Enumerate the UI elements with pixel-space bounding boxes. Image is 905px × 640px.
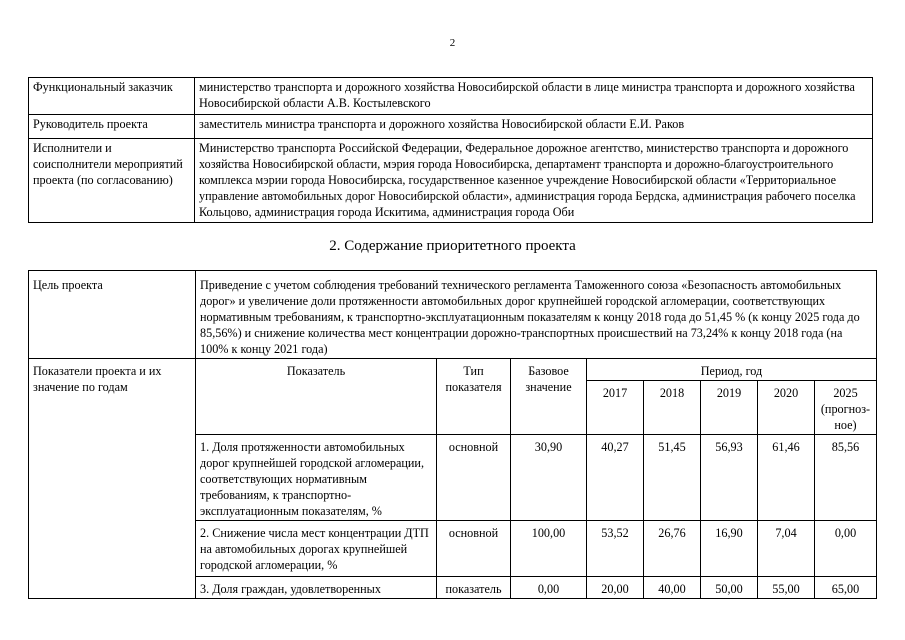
- goal-row: [29, 271, 877, 359]
- indicator-value: 50,00: [701, 577, 758, 599]
- goal-text: Приведение с учетом соблюдения требований технического регламента Таможенного союза «Безопасность автомобильных дорог» и увеличение доли протяженности автомобильных дорог крупнейшей городской агломерации, соответствующих нормативным требованиям, к транспортно-эксплуатационным показателям к концу 2018 года до 51,45 % (к концу 2025 года до 85,56%) и снижение количества мест концентрации дорожно-транспортных происшествий на 73,24% к концу 2018 года (на 100% к концу 2021 года): [196, 271, 877, 359]
- indicator-value: 16,90: [701, 521, 758, 577]
- project-content-table: [28, 270, 877, 599]
- indicator-name: 2. Снижение числа мест концентрации ДТП на автомобильных дорогах крупнейшей городской агломерации, %: [196, 521, 437, 577]
- indicator-name: 3. Доля граждан, удовлетворенных: [196, 577, 437, 599]
- indicator-value: 65,00: [815, 577, 877, 599]
- page-number: 2: [449, 37, 456, 49]
- indicator-name: 1. Доля протяженности автомобильных дорог крупнейшей городской агломерации, соответствующих нормативным требованиям, к транспортно-эксплуатационным показателям, %: [196, 435, 437, 521]
- info-row-customer: [29, 78, 873, 115]
- info-row-executors: [29, 139, 873, 223]
- header-year: 2019: [701, 381, 758, 435]
- indicator-value: 7,04: [758, 521, 815, 577]
- indicator-value: 51,45: [644, 435, 701, 521]
- indicator-value: 40,00: [644, 577, 701, 599]
- indicator-value: 26,76: [644, 521, 701, 577]
- info-label: Исполнители и соисполнители мероприятий проекта (по согласованию): [29, 139, 195, 223]
- indicator-value: 56,93: [701, 435, 758, 521]
- indicators-header-row: [29, 359, 877, 381]
- info-value: Министерство транспорта Российской Федерации, Федеральное дорожное агентство, министерство транспорта и дорожного хозяйства Новосибирской области, мэрия города Новосибирска, департамент транспорта и дорожно-благоустроительного комплекса мэрии города Новосибирска, государственное казенное учреждение Новосибирской области «Территориальное управление автомобильных дорог Новосибирской области», администрация города Бердска, администрация рабочего поселка Кольцово, администрация города Искитима, администрация города Оби: [195, 139, 873, 223]
- goal-label: Цель проекта: [29, 271, 196, 359]
- header-year: 2020: [758, 381, 815, 435]
- header-base: Базовое значение: [511, 359, 587, 435]
- indicator-value: 0,00: [815, 521, 877, 577]
- header-year: 2018: [644, 381, 701, 435]
- info-label: Руководитель проекта: [29, 115, 195, 139]
- indicator-value: 61,46: [758, 435, 815, 521]
- indicator-base: 30,90: [511, 435, 587, 521]
- indicator-value: 20,00: [587, 577, 644, 599]
- header-indicator: Показатель: [196, 359, 437, 435]
- header-period: Период, год: [587, 359, 877, 381]
- indicator-type: показатель: [437, 577, 511, 599]
- info-value: министерство транспорта и дорожного хозяйства Новосибирской области в лице министра транспорта и дорожного хозяйства Новосибирской области А.В. Костылевского: [195, 78, 873, 115]
- indicators-label: Показатели проекта и их значение по годам: [29, 359, 196, 599]
- section-title: 2. Содержание приоритетного проекта: [329, 238, 576, 254]
- project-info-table: [28, 77, 873, 223]
- info-label: Функциональный заказчик: [29, 78, 195, 115]
- indicator-base: 100,00: [511, 521, 587, 577]
- indicator-value: 40,27: [587, 435, 644, 521]
- indicator-value: 53,52: [587, 521, 644, 577]
- indicator-type: основной: [437, 521, 511, 577]
- header-year: 2017: [587, 381, 644, 435]
- indicator-value: 85,56: [815, 435, 877, 521]
- indicator-type: основной: [437, 435, 511, 521]
- indicator-value: 55,00: [758, 577, 815, 599]
- info-value: заместитель министра транспорта и дорожного хозяйства Новосибирской области Е.И. Раков: [195, 115, 873, 139]
- indicator-base: 0,00: [511, 577, 587, 599]
- header-type: Тип показателя: [437, 359, 511, 435]
- header-year: 2025 (прогноз-ное): [815, 381, 877, 435]
- info-row-manager: [29, 115, 873, 139]
